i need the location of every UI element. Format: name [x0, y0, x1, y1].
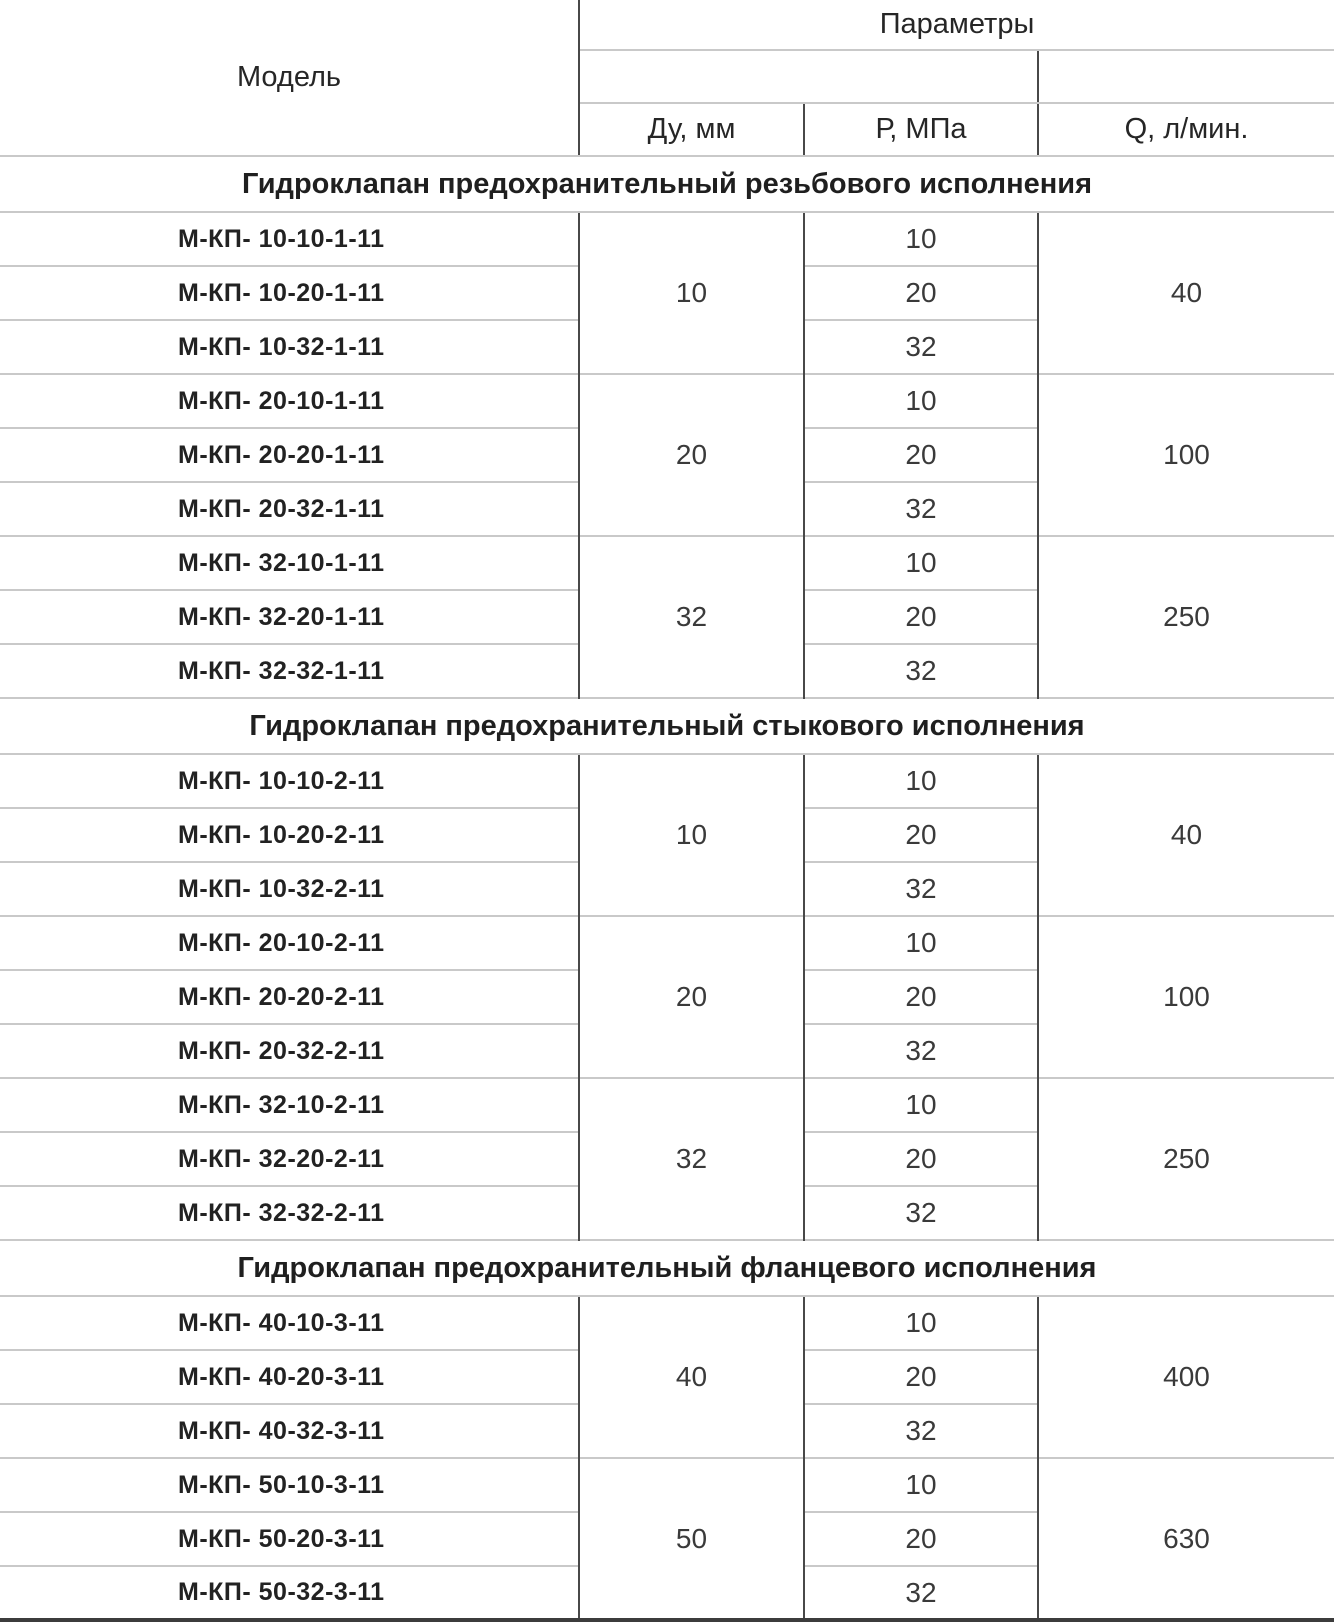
p-value-cell: 10	[804, 374, 1038, 428]
du-value-cell: 20	[579, 374, 804, 536]
du-value-cell: 32	[579, 1078, 804, 1240]
column-header-p: Р, МПа	[804, 103, 1038, 156]
table-row	[0, 1458, 1334, 1512]
du-value-cell: 50	[579, 1458, 804, 1620]
q-value-cell: 100	[1038, 916, 1334, 1078]
p-value-cell: 10	[804, 916, 1038, 970]
p-value-cell: 32	[804, 1404, 1038, 1458]
p-value-cell: 20	[804, 1512, 1038, 1566]
p-value-cell: 32	[804, 1186, 1038, 1240]
p-value-cell: 20	[804, 590, 1038, 644]
q-value-cell: 630	[1038, 1458, 1334, 1620]
q-value-cell: 250	[1038, 536, 1334, 698]
q-value-cell: 40	[1038, 754, 1334, 916]
model-cell: М-КП- 32-20-1-11	[0, 590, 579, 644]
du-value-cell: 20	[579, 916, 804, 1078]
p-value-cell: 32	[804, 644, 1038, 698]
du-value-cell: 32	[579, 536, 804, 698]
column-header-model: Модель	[0, 0, 579, 156]
p-value-cell: 20	[804, 808, 1038, 862]
model-cell: М-КП- 20-32-2-11	[0, 1024, 579, 1078]
model-cell: М-КП- 40-10-3-11	[0, 1296, 579, 1350]
model-cell: М-КП- 20-20-1-11	[0, 428, 579, 482]
column-group-header-params: Параметры	[579, 0, 1334, 50]
p-value-cell: 20	[804, 428, 1038, 482]
p-value-cell: 10	[804, 1078, 1038, 1132]
section-title: Гидроклапан предохранительный резьбового исполнения	[0, 156, 1334, 212]
p-value-cell: 20	[804, 1132, 1038, 1186]
table-row	[0, 536, 1334, 590]
p-value-cell: 10	[804, 536, 1038, 590]
table-row	[0, 212, 1334, 266]
model-cell: М-КП- 32-32-1-11	[0, 644, 579, 698]
du-value-cell: 10	[579, 212, 804, 374]
model-cell: М-КП- 10-10-1-11	[0, 212, 579, 266]
model-cell: М-КП- 32-10-2-11	[0, 1078, 579, 1132]
table-row	[0, 754, 1334, 808]
column-header-du: Ду, мм	[579, 103, 804, 156]
q-value-cell: 400	[1038, 1296, 1334, 1458]
model-cell: М-КП- 20-32-1-11	[0, 482, 579, 536]
p-value-cell: 20	[804, 266, 1038, 320]
model-cell: М-КП- 10-10-2-11	[0, 754, 579, 808]
p-value-cell: 32	[804, 1024, 1038, 1078]
model-cell: М-КП- 40-20-3-11	[0, 1350, 579, 1404]
table-header	[0, 0, 1334, 156]
header-spacer-cell-right	[1038, 50, 1334, 103]
section-title-row	[0, 1240, 1334, 1296]
column-header-q: Q, л/мин.	[1038, 103, 1334, 156]
model-cell: М-КП- 20-20-2-11	[0, 970, 579, 1024]
q-value-cell: 40	[1038, 212, 1334, 374]
model-cell: М-КП- 40-32-3-11	[0, 1404, 579, 1458]
section-title: Гидроклапан предохранительный фланцевого исполнения	[0, 1240, 1334, 1296]
p-value-cell: 20	[804, 1350, 1038, 1404]
q-value-cell: 250	[1038, 1078, 1334, 1240]
section-title-row	[0, 156, 1334, 212]
model-cell: М-КП- 10-32-1-11	[0, 320, 579, 374]
model-cell: М-КП- 50-32-3-11	[0, 1566, 579, 1620]
model-cell: М-КП- 10-32-2-11	[0, 862, 579, 916]
du-value-cell: 10	[579, 754, 804, 916]
p-value-cell: 32	[804, 320, 1038, 374]
table-row	[0, 916, 1334, 970]
model-cell: М-КП- 32-20-2-11	[0, 1132, 579, 1186]
table-row	[0, 1296, 1334, 1350]
model-cell: М-КП- 20-10-1-11	[0, 374, 579, 428]
p-value-cell: 20	[804, 970, 1038, 1024]
model-cell: М-КП- 50-10-3-11	[0, 1458, 579, 1512]
p-value-cell: 10	[804, 1458, 1038, 1512]
p-value-cell: 32	[804, 1566, 1038, 1620]
model-cell: М-КП- 10-20-2-11	[0, 808, 579, 862]
model-cell: М-КП- 50-20-3-11	[0, 1512, 579, 1566]
model-cell: М-КП- 32-10-1-11	[0, 536, 579, 590]
p-value-cell: 10	[804, 754, 1038, 808]
p-value-cell: 32	[804, 482, 1038, 536]
du-value-cell: 40	[579, 1296, 804, 1458]
q-value-cell: 100	[1038, 374, 1334, 536]
model-cell: М-КП- 20-10-2-11	[0, 916, 579, 970]
model-cell: М-КП- 10-20-1-11	[0, 266, 579, 320]
p-value-cell: 32	[804, 862, 1038, 916]
p-value-cell: 10	[804, 1296, 1038, 1350]
header-spacer-cell-left	[579, 50, 1038, 103]
table-body	[0, 156, 1334, 1620]
header-row-params	[0, 0, 1334, 50]
section-title-row	[0, 698, 1334, 754]
p-value-cell: 10	[804, 212, 1038, 266]
section-title: Гидроклапан предохранительный стыкового исполнения	[0, 698, 1334, 754]
table-row	[0, 374, 1334, 428]
table-row	[0, 1078, 1334, 1132]
model-cell: М-КП- 32-32-2-11	[0, 1186, 579, 1240]
